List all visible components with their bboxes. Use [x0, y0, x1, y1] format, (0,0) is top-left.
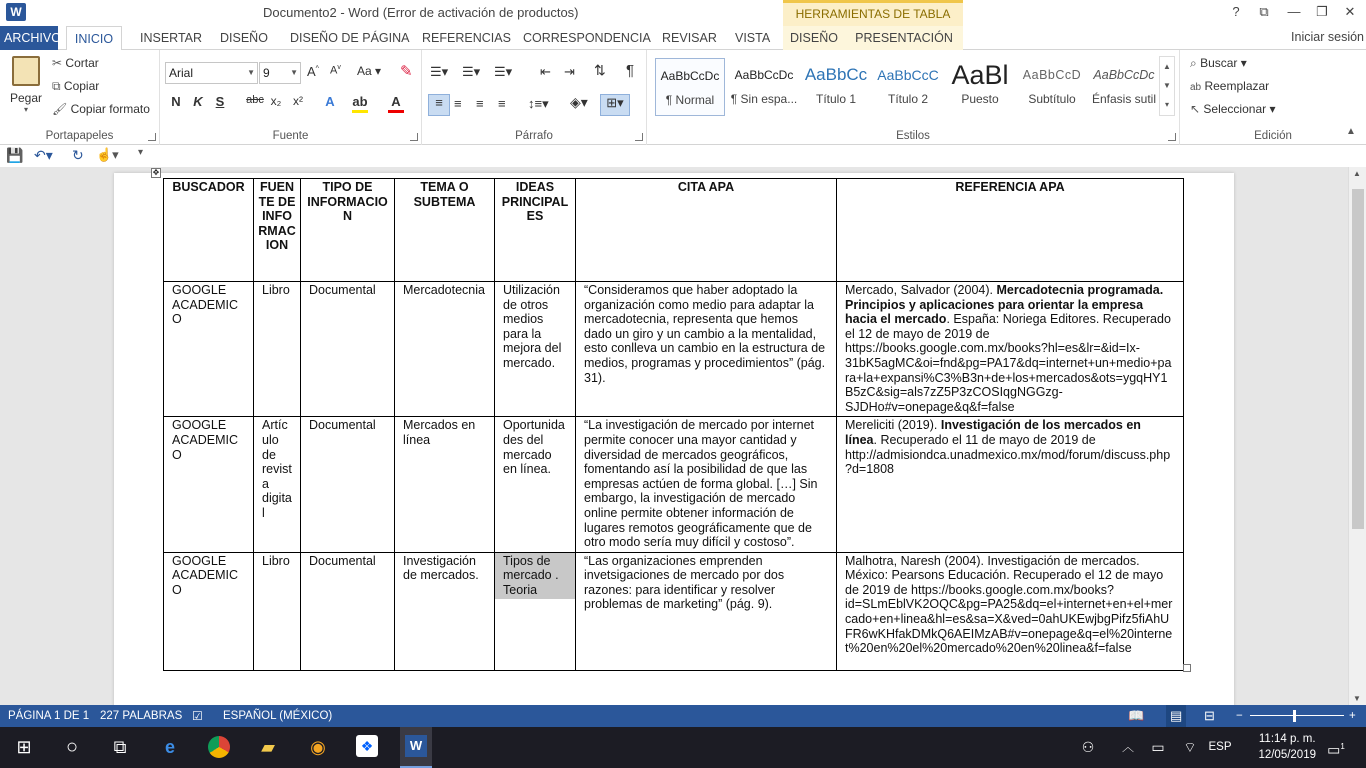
header-cell[interactable]: REFERENCIA APA: [837, 179, 1184, 282]
multilevel-list-icon[interactable]: ☰▾: [494, 64, 513, 79]
undo-icon[interactable]: ↶▾: [34, 147, 53, 163]
cell-referencia[interactable]: [837, 282, 1184, 417]
cell-tema[interactable]: Mercadotecnia: [395, 282, 495, 417]
search-icon[interactable]: ○: [65, 736, 79, 758]
cell-buscador[interactable]: GOOGLE ACADEMICO: [164, 552, 254, 670]
zoom-slider-thumb[interactable]: [1293, 710, 1296, 722]
clipboard-group: [0, 50, 160, 145]
sort-icon[interactable]: ⇅: [594, 62, 606, 78]
style-name: Título 2: [887, 92, 929, 106]
style-preview: AaBbCcDc: [734, 68, 794, 82]
styles-launcher-icon[interactable]: [1168, 133, 1176, 141]
bold-button[interactable]: N: [171, 94, 181, 109]
cell-fuente[interactable]: Artículo de revista digital: [254, 417, 301, 552]
replace-button[interactable]: [1190, 79, 1269, 93]
paste-button[interactable]: Pegar ▾: [8, 56, 44, 114]
brave-icon[interactable]: ◉: [310, 737, 326, 757]
input-language[interactable]: ESP: [1208, 741, 1232, 753]
style-enfasis-sutil[interactable]: [1089, 58, 1159, 116]
editing-group-label: Edición: [1254, 130, 1292, 142]
notification-count: 1: [1340, 742, 1345, 751]
battery-icon[interactable]: ▭: [1151, 739, 1165, 755]
font-name-combo[interactable]: [165, 62, 258, 84]
paragraph-group: [422, 50, 647, 145]
help-button[interactable]: ?: [1232, 4, 1240, 19]
tab-presentacion[interactable]: PRESENTACIÓN: [845, 26, 963, 50]
style-name: ¶ Normal: [665, 93, 715, 107]
print-layout-icon[interactable]: ▤: [1166, 705, 1186, 727]
window-title: Documento2 - Word (Error de activación de productos): [263, 5, 579, 20]
clipboard-icon: [12, 56, 40, 86]
tab-table-diseno[interactable]: DISEÑO: [783, 26, 845, 50]
align-center-icon[interactable]: ≡: [454, 96, 462, 111]
table-row: [164, 417, 1184, 552]
select-label: Seleccionar: [1203, 102, 1267, 116]
status-bar: [0, 705, 1366, 727]
read-mode-icon[interactable]: 📖: [1128, 708, 1145, 723]
sign-in-link[interactable]: Iniciar sesión: [1291, 30, 1364, 44]
windows-taskbar: [0, 727, 1366, 768]
find-button[interactable]: ⌕ Buscar ▾: [1190, 56, 1247, 70]
people-icon[interactable]: ⚇: [1081, 739, 1095, 755]
header-cell[interactable]: FUENTE DE INFORMACION: [254, 179, 301, 282]
ribbon-tabs: [0, 26, 1366, 50]
styles-group-label: Estilos: [896, 130, 930, 142]
style-name: Énfasis sutil: [1091, 92, 1157, 106]
quick-access-toolbar: [0, 145, 1366, 167]
ref-details: . Recuperado el 11 de mayo de 2019 de http://admisiondca.unadmexico.mx/mod/forum/discuss.php?d=1808: [845, 432, 1171, 477]
style-name: Puesto: [961, 92, 999, 106]
word-count[interactable]: 227 PALABRAS: [100, 710, 183, 722]
highlight-icon[interactable]: ab: [352, 94, 368, 113]
table-row: [164, 552, 1184, 670]
clock-time: 11:14 p. m.: [1258, 733, 1316, 745]
vertical-scrollbar[interactable]: [1348, 167, 1366, 705]
cell-referencia[interactable]: [837, 552, 1184, 670]
style-name: ¶ Sin espa...: [730, 92, 798, 106]
tab-correspondencia[interactable]: CORRESPONDENCIA: [523, 31, 651, 45]
borders-button[interactable]: ⊞▾: [600, 94, 630, 116]
font-size-combo[interactable]: [259, 62, 301, 84]
cell-ideas[interactable]: Oportunidades del mercado en línea.: [495, 417, 576, 552]
tab-archivo[interactable]: ARCHIVO: [0, 26, 58, 50]
style-preview: AaBbCcDc: [660, 69, 720, 83]
tab-diseno-de-pagina[interactable]: DISEÑO DE PÁGINA: [290, 31, 410, 45]
underline-button[interactable]: S: [215, 94, 225, 109]
font-launcher-icon[interactable]: [410, 133, 418, 141]
table-move-handle-icon[interactable]: ✥: [152, 168, 160, 177]
style-preview: AaBbCcC: [877, 67, 939, 83]
minimize-icon[interactable]: —: [1287, 4, 1301, 19]
cell-fuente[interactable]: Libro: [254, 552, 301, 670]
header-cell[interactable]: BUSCADOR: [164, 179, 254, 282]
clipboard-group-label: Portapapeles: [45, 130, 114, 142]
style-preview: AaBbCc: [804, 65, 868, 84]
cursor-icon: ↖: [1190, 102, 1201, 116]
clock[interactable]: [1258, 731, 1316, 763]
header-cell[interactable]: IDEAS PRINCIPALES: [495, 179, 576, 282]
restore-icon[interactable]: ❐: [1316, 4, 1328, 19]
tab-referencias[interactable]: REFERENCIAS: [422, 31, 511, 45]
cell-cita[interactable]: “Consideramos que haber adoptado la organización como medio para adaptar la mercadotecnia, representa que hemos dado un giro y un cambio a la mentalidad, esto conlleva un cambio en la estructura de medios, programas y procedimientos” (pág. 31).: [576, 282, 837, 417]
tab-insertar[interactable]: INSERTAR: [140, 31, 203, 45]
font-size-value: 9: [263, 66, 270, 80]
ref-author: Mereliciti (2019).: [845, 418, 941, 433]
word-app-icon[interactable]: W: [6, 3, 26, 21]
word-taskbar-button[interactable]: [400, 727, 432, 768]
task-view-icon[interactable]: ⧉: [113, 737, 127, 757]
wifi-icon[interactable]: ⌔: [1183, 739, 1197, 755]
increase-indent-icon[interactable]: ⇥: [564, 64, 575, 79]
cell-tema[interactable]: Investigación de mercados.: [395, 552, 495, 670]
format-painter-label: Copiar formato: [70, 102, 150, 116]
format-painter-button[interactable]: [52, 102, 150, 116]
clear-format-icon[interactable]: ✎: [400, 63, 413, 80]
paragraph-launcher-icon[interactable]: [635, 133, 643, 141]
scroll-up-icon[interactable]: ▲: [1353, 169, 1361, 178]
replace-label: Reemplazar: [1204, 79, 1270, 93]
ribbon: [0, 50, 1366, 145]
file-explorer-icon[interactable]: ▰: [261, 737, 275, 757]
style-name: Título 1: [815, 92, 857, 106]
cell-buscador[interactable]: GOOGLE ACADEMICO: [164, 282, 254, 417]
subscript-button[interactable]: x₂: [270, 94, 282, 108]
text-effects-icon[interactable]: A: [325, 94, 335, 109]
binoculars-icon: ⌕: [1190, 56, 1197, 70]
tab-revisar[interactable]: REVISAR: [662, 31, 717, 45]
editing-group: [1180, 50, 1366, 145]
select-button[interactable]: ↖ Seleccionar ▾: [1190, 102, 1276, 116]
style-normal[interactable]: [655, 58, 725, 116]
font-color-icon[interactable]: A: [388, 94, 404, 113]
font-name-value: Arial: [169, 66, 194, 80]
cell-cita[interactable]: “Las organizaciones emprenden invetsigaciones de mercado por dos razones: para identificar y resolver problemas de marketing” (pág. 9).: [576, 552, 837, 670]
redo-icon[interactable]: ↻: [72, 147, 84, 163]
shading-icon[interactable]: ◈▾: [570, 94, 588, 110]
tab-inicio[interactable]: INICIO: [66, 26, 122, 51]
paste-label: Pegar: [9, 91, 43, 105]
header-cell[interactable]: TEMA O SUBTEMA: [395, 179, 495, 282]
style-subtitulo[interactable]: [1017, 58, 1087, 116]
scroll-down-icon[interactable]: ▼: [1353, 694, 1361, 703]
ref-author: Malhotra, Naresh (2004). Investigación de mercados. México: Pearsons Educación. Recuperado el 12 de mayo de 2019 de https://books.google.com.mx/books?id=SLmEblVK2OQC&pg=PA25&dq=el+internet+en+el+mercado+en+linea&hl=es&sa=X&ved=0ahUKEwjbgPifz5fiAhUFR6wKHfakDMkQ6AEIMzAB#v=onepage&q=el%20internet%20en%20el%20mercado%20en%20linea&f=false: [845, 553, 1173, 656]
pilcrow-icon[interactable]: ¶: [626, 62, 635, 79]
zoom-slider[interactable]: [1250, 715, 1344, 716]
styles-group: [647, 50, 1180, 145]
align-right-icon[interactable]: ≡: [476, 96, 484, 111]
cell-tipo[interactable]: Documental: [301, 417, 395, 552]
table-tools-context-label: HERRAMIENTAS DE TABLA: [783, 0, 963, 26]
word-icon: W: [405, 735, 427, 757]
cell-buscador[interactable]: GOOGLE ACADEMICO: [164, 417, 254, 552]
change-case-icon[interactable]: Aa ▾: [357, 64, 382, 78]
cell-cita[interactable]: “La investigación de mercado por internet permite conocer una mayor cantidad y diversidad de mercados geográficos, fomentando así la posibilidad de que las empresas actúen de forma global. […] Sin embargo, la investigación de mercado online permite obtener información de lugares remotos geográficamente que de otro modo sería muy difícil y costoso”.: [576, 417, 837, 552]
strikethrough-button[interactable]: abc: [246, 94, 264, 106]
italic-button[interactable]: K: [193, 94, 203, 109]
brush-icon: 🖌: [52, 102, 68, 116]
ref-title: Investigación de los mercados en línea: [845, 418, 1141, 447]
table-resize-handle[interactable]: [1183, 664, 1191, 672]
header-cell[interactable]: TIPO DE INFORMACION: [301, 179, 395, 282]
grow-font-icon[interactable]: A^: [307, 64, 319, 79]
cell-tipo[interactable]: Documental: [301, 282, 395, 417]
page-count[interactable]: PÁGINA 1 DE 1: [8, 710, 90, 722]
scroll-thumb[interactable]: [1352, 189, 1364, 529]
save-icon[interactable]: 💾: [6, 147, 24, 163]
scissors-icon: ✂: [52, 56, 63, 70]
zoom-in-icon[interactable]: +: [1349, 710, 1356, 722]
header-cell[interactable]: CITA APA: [576, 179, 837, 282]
chevron-down-icon: ▼: [247, 68, 255, 77]
style-preview: AaBl: [951, 60, 1009, 90]
styles-scroll-icon[interactable]: ▲ ▼ ▾: [1159, 56, 1175, 116]
language-status[interactable]: ESPAÑOL (MÉXICO): [223, 710, 333, 722]
research-table[interactable]: [163, 178, 1184, 671]
table-row: [164, 282, 1184, 417]
style-name: Subtítulo: [1028, 92, 1076, 106]
font-group-label: Fuente: [272, 130, 309, 142]
clock-date: 12/05/2019: [1258, 749, 1316, 761]
cell-tema[interactable]: Mercados en línea: [395, 417, 495, 552]
style-preview: AaBbCcDc: [1093, 68, 1155, 82]
replace-icon: ab: [1190, 82, 1202, 93]
align-left-button[interactable]: ≡: [428, 94, 450, 116]
ref-author: Mercado, Salvador (2004).: [845, 283, 997, 297]
clipboard-launcher-icon[interactable]: [148, 133, 156, 141]
copy-button[interactable]: [52, 79, 99, 94]
chrome-icon[interactable]: [208, 736, 230, 758]
numbering-icon[interactable]: ☰▾: [462, 64, 481, 79]
web-layout-icon[interactable]: ⊟: [1204, 708, 1215, 723]
cell-tipo[interactable]: Documental: [301, 552, 395, 670]
cell-fuente[interactable]: Libro: [254, 282, 301, 417]
cell-ideas[interactable]: Utilización de otros medios para la mejora del mercado.: [495, 282, 576, 417]
collapse-ribbon-icon[interactable]: ▲: [1346, 126, 1356, 137]
superscript-button[interactable]: x²: [293, 94, 303, 108]
dropbox-icon[interactable]: ❖: [356, 735, 378, 757]
bullets-icon[interactable]: ☰▾: [430, 64, 449, 79]
line-spacing-icon[interactable]: ↕≡▾: [528, 96, 549, 111]
tab-diseno[interactable]: DISEÑO: [220, 31, 268, 45]
font-group: [160, 50, 422, 145]
selected-text: Tipos de mercado . Teoria: [495, 553, 575, 600]
ref-details: . España: Noriega Editores. Recuperado el 12 de mayo de 2019 de https://books.google.com.mx/books?hl=es&lr=&id=Ix-31bK5agMC&oi=fnd&pg=PA17&dq=internet+un+medio+para+la+expansi%C3%B3n+de+los+mercados&ots=ygqHY1B5zC&sig=als7zZ5P3zCOSIqgNGGzg-SJDHo#v=onepage&q&f=false: [845, 312, 1172, 414]
touch-mode-icon[interactable]: ☝▾: [96, 147, 119, 162]
shrink-font-icon[interactable]: $A^v$: [330, 64, 341, 77]
style-sin-espaciado[interactable]: [729, 58, 799, 116]
cut-label: Cortar: [65, 56, 99, 70]
style-titulo-2[interactable]: [873, 58, 943, 116]
cut-button[interactable]: [52, 56, 99, 70]
table-header-row: [164, 179, 1184, 282]
copy-icon: ⧉: [52, 79, 61, 93]
close-icon[interactable]: ✕: [1344, 4, 1356, 19]
style-preview: AaBbCcD: [1022, 68, 1082, 82]
ref-title: Mercadotecnia programada. Principios y aplicaciones para orientar la empresa hacia el mercado: [845, 283, 1164, 327]
cell-referencia[interactable]: [837, 417, 1184, 552]
action-center-icon[interactable]: ▭$^1$: [1327, 741, 1345, 758]
tab-vista[interactable]: VISTA: [735, 31, 771, 45]
windows-start-icon[interactable]: ⊞: [16, 737, 32, 757]
decrease-indent-icon[interactable]: ⇤: [540, 64, 551, 79]
zoom-out-icon[interactable]: −: [1236, 710, 1243, 722]
find-label: Buscar: [1200, 56, 1238, 70]
copy-label: Copiar: [63, 79, 100, 93]
chevron-down-icon: ▼: [290, 68, 298, 77]
show-hidden-icons-icon[interactable]: ︿: [1121, 740, 1134, 754]
style-puesto[interactable]: [945, 58, 1015, 116]
cell-ideas[interactable]: [495, 552, 576, 670]
edge-icon[interactable]: e: [164, 737, 175, 757]
ribbon-display-options-icon[interactable]: ⧉: [1259, 4, 1269, 19]
justify-icon[interactable]: ≡: [498, 96, 506, 111]
customize-qat-icon[interactable]: ▾: [138, 147, 144, 158]
title-bar: [0, 0, 1366, 26]
style-titulo-1[interactable]: [801, 58, 871, 116]
proofing-icon[interactable]: ☑: [192, 709, 203, 723]
paragraph-group-label: Párrafo: [515, 130, 553, 142]
